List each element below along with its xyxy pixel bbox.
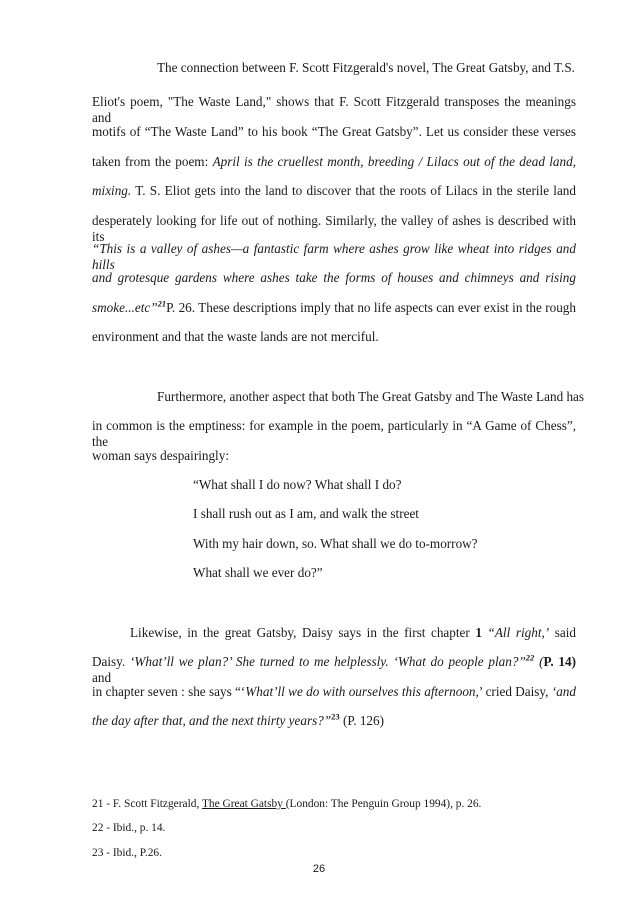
paragraph-1-line-2: Eliot's poem, "The Waste Land," shows that F. Scott Fitzgerald transposes the meanings and — [92, 94, 576, 125]
poem-quote-line-1: “What shall I do now? What shall I do? — [193, 477, 402, 492]
paragraph-1-line-6: desperately looking for life out of nothing. Similarly, the valley of ashes is described with its — [92, 213, 576, 244]
paragraph-3-line-2: Daisy. ‘What’ll we plan?’ She turned to me helplessly. ‘What do people plan?”$^{22}$ (P. 14) and — [92, 652, 576, 685]
paragraph-2-line-3: woman says despairingly: — [92, 448, 229, 463]
paragraph-3-line-4: the day after that, and the next thirty years?”$^{23}$ (P. 126) — [92, 711, 384, 728]
footnote-ref-23: 23 — [331, 711, 340, 722]
paragraph-1-line-8: and grotesque gardens where ashes take the forms of houses and chimneys and rising — [92, 270, 576, 285]
paragraph-1-line-1: The connection between F. Scott Fitzgerald's novel, The Great Gatsby, and T.S. — [157, 60, 575, 75]
footnote-23: 23 - Ibid., P.26. — [92, 847, 162, 859]
paragraph-2-line-1: Furthermore, another aspect that both The Great Gatsby and The Waste Land has — [157, 389, 585, 404]
poem-quote-line-2: I shall rush out as I am, and walk the street — [193, 506, 419, 521]
page-number: 26 — [312, 863, 326, 875]
paragraph-3-line-3: in chapter seven : she says “‘What’ll we do with ourselves this afternoon,’ cried Daisy, ‘and — [92, 684, 576, 699]
paragraph-2-line-2: in common is the emptiness: for example in the poem, particularly in “A Game of Chess”, the — [92, 418, 576, 449]
paragraph-1-line-5: mixing. T. S. Eliot gets into the land to discover that the roots of Lilacs in the sterile land — [92, 183, 576, 198]
footnote-22: 22 - Ibid., p. 14. — [92, 822, 166, 834]
paragraph-1-line-9: smoke...etc”$^{21}$P. 26. These descriptions imply that no life aspects can ever exist in the rough — [92, 298, 576, 315]
paragraph-1-line-3: motifs of “The Waste Land” to his book “The Great Gatsby”. Let us consider these verses — [92, 124, 576, 139]
poem-quote-line-4: What shall we ever do?” — [193, 565, 323, 580]
paragraph-3-line-1: Likewise, in the great Gatsby, Daisy says in the first chapter 1 “All right,’ said — [130, 625, 576, 640]
poem-verse-quote: April is the cruellest month, breeding / Lilacs out of the dead land, — [212, 154, 576, 169]
footnote-ref-21: 21 — [157, 298, 167, 309]
footnote-ref-22: 22 — [525, 652, 535, 663]
poem-quote-line-3: With my hair down, so. What shall we do to-morrow? — [193, 536, 478, 551]
book-title: The Great Gatsby — [201, 798, 286, 810]
paragraph-1-line-7: “This is a valley of ashes—a fantastic farm where ashes grow like wheat into ridges and hills — [92, 241, 576, 272]
footnote-21: 21 - F. Scott Fitzgerald, The Great Gatsby (London: The Penguin Group 1994), p. 26. — [92, 798, 482, 810]
paragraph-1-line-4: taken from the poem: April is the cruellest month, breeding / Lilacs out of the dead land, — [92, 154, 576, 169]
paragraph-1-line-10: environment and that the waste lands are not merciful. — [92, 329, 379, 344]
